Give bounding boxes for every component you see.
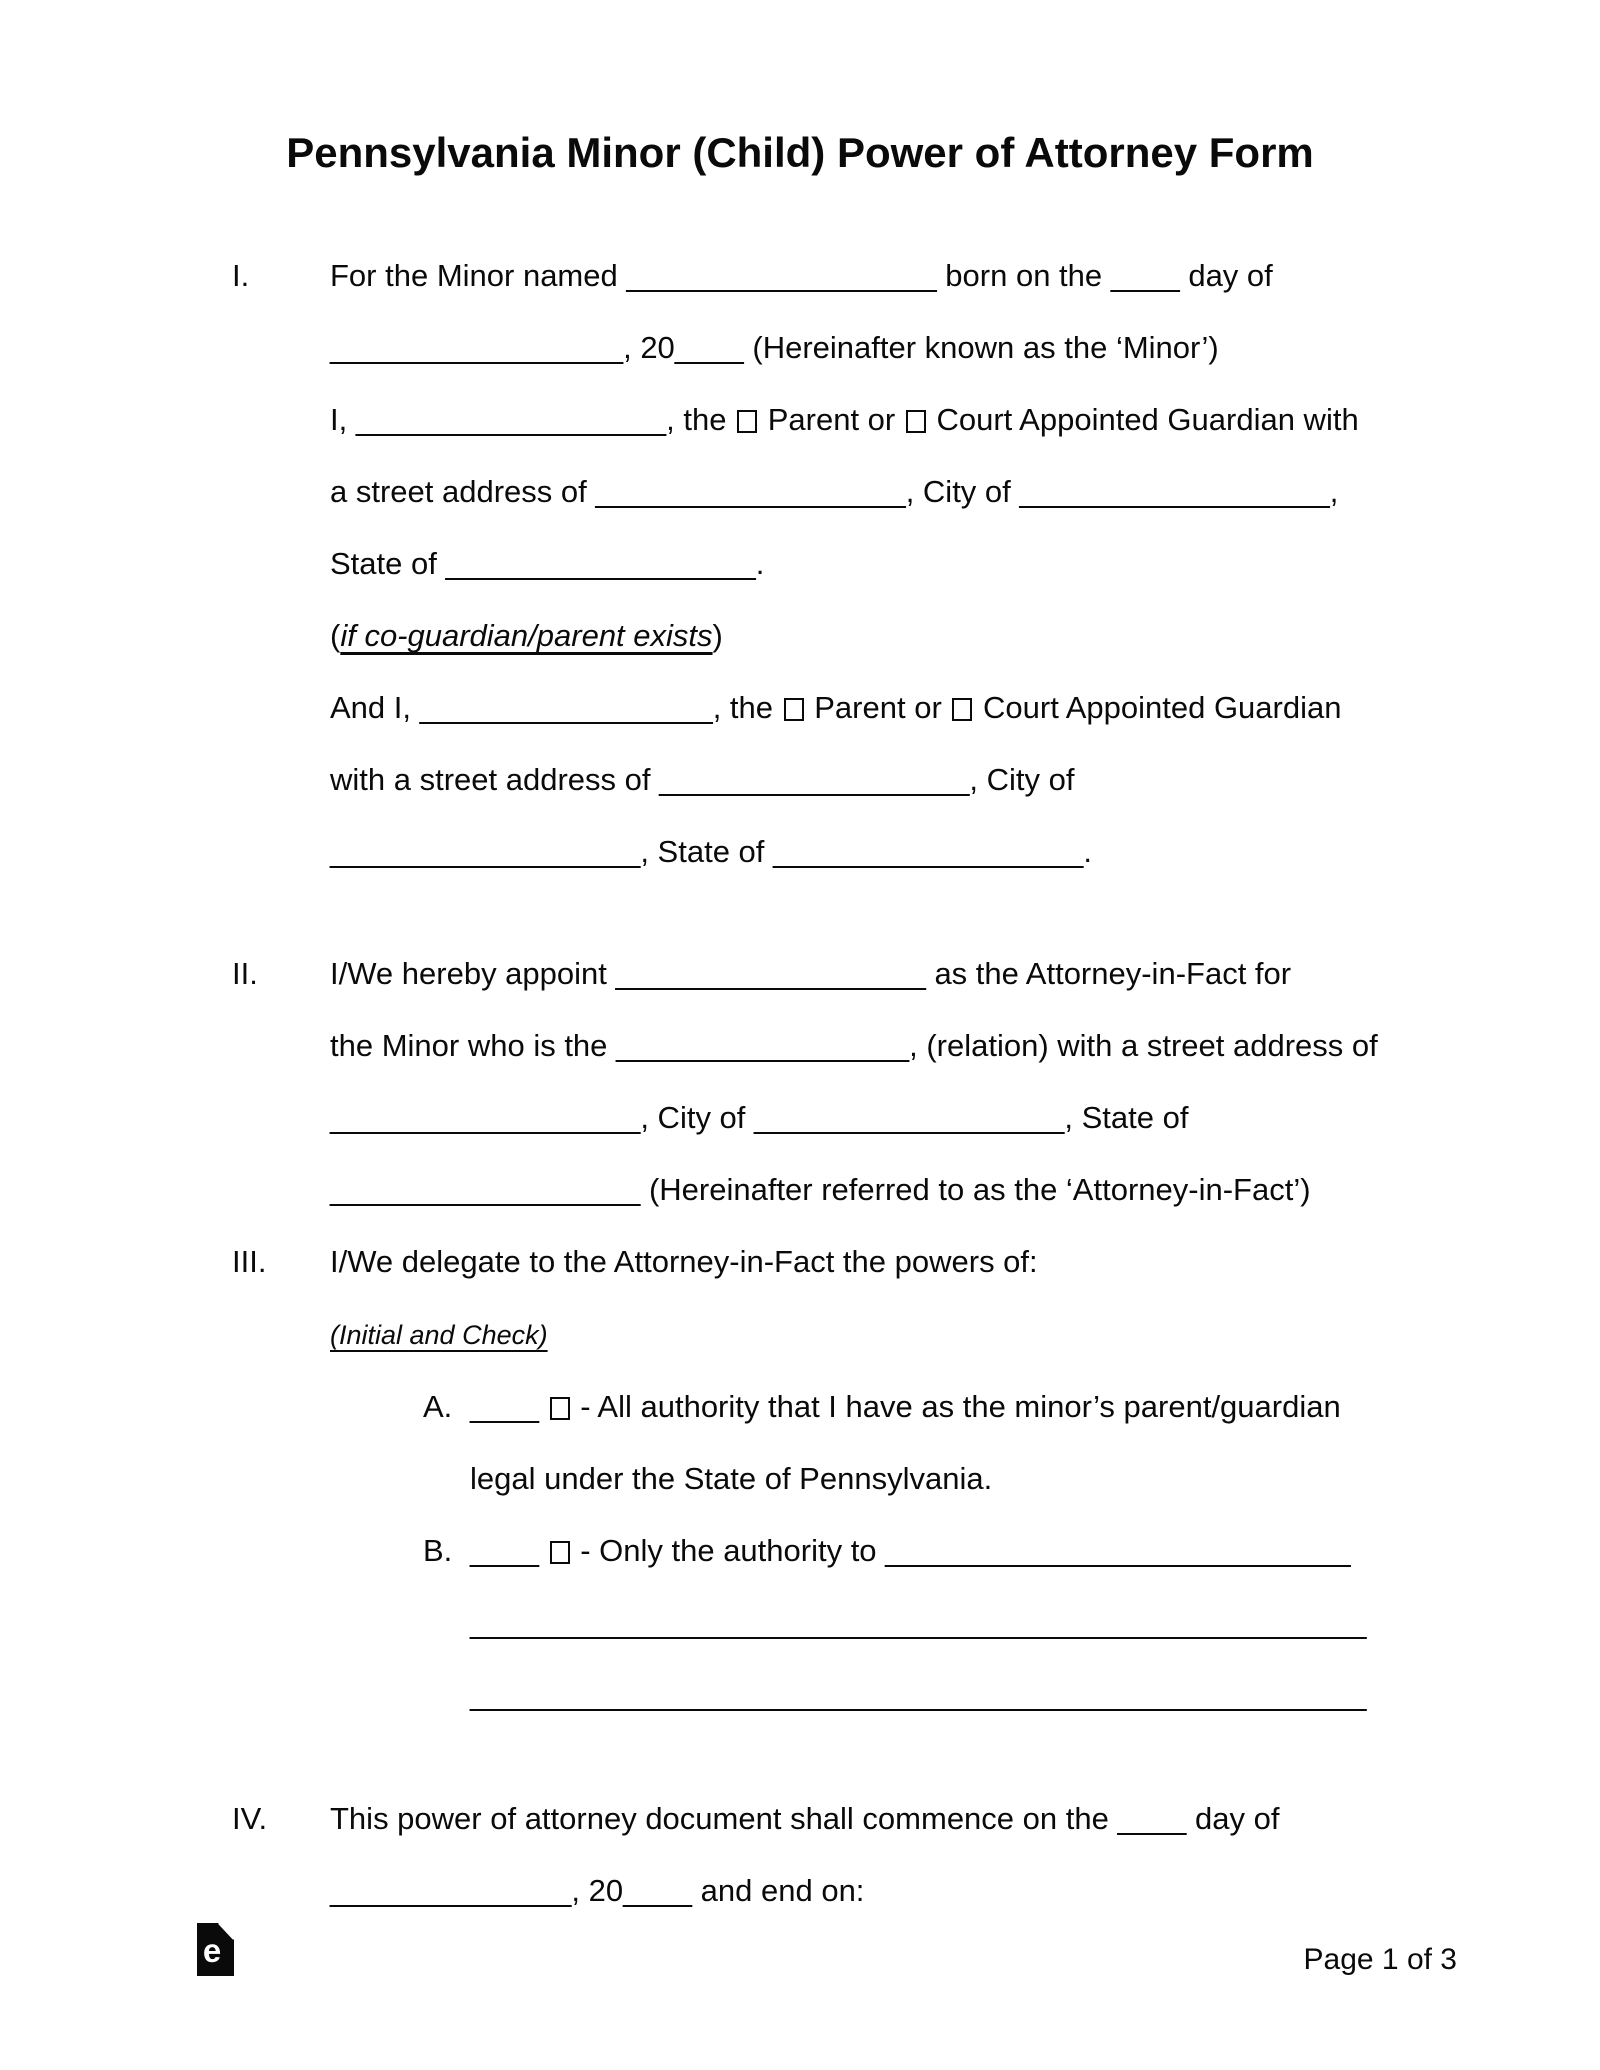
initial-check-label: (Initial and Check) [330, 1320, 548, 1350]
initial-check-note [330, 1298, 1370, 1371]
section-content [330, 938, 1378, 1226]
section-content [330, 240, 1370, 888]
subitem-marker: B. [423, 1533, 453, 1568]
checkbox[interactable] [952, 698, 972, 721]
logo-letter: e [202, 1932, 222, 1969]
section-marker: IV. [232, 1801, 268, 1836]
paren-open: ( [330, 618, 341, 653]
form-line: And I, _________________, the Parent or Court Appointed Guardian [330, 690, 1342, 725]
form-line: __________________, City of __________________, State of [330, 1100, 1189, 1135]
subitem-a [423, 1371, 1370, 1515]
form-line: a street address of __________________, City of __________________, [330, 474, 1339, 509]
form-line: For the Minor named __________________ born on the ____ day of [330, 258, 1273, 293]
subitem-marker: A. [423, 1389, 453, 1424]
form-line: __________________ (Hereinafter referred to as the ‘Attorney-in-Fact’) [330, 1172, 1311, 1207]
form-line: _________________, 20____ (Hereinafter known as the ‘Minor’) [330, 330, 1219, 365]
checkbox[interactable] [550, 1397, 570, 1420]
blank-rule-line: ____________________________________________________ [470, 1605, 1367, 1640]
section-content [330, 1226, 1370, 1731]
form-line: I, __________________, the Parent or Court Appointed Guardian with [330, 402, 1359, 437]
checkbox[interactable] [906, 410, 926, 433]
form-line: State of __________________. [330, 546, 765, 581]
subitem-content [470, 1371, 1370, 1515]
coguardian-note-line [330, 600, 1370, 672]
section-marker: II. [232, 956, 258, 991]
checkbox[interactable] [550, 1541, 570, 1564]
coguardian-note: if co-guardian/parent exists [340, 618, 713, 653]
blank-rule-line: ____________________________________________________ [470, 1677, 1367, 1712]
checkbox[interactable] [784, 698, 804, 721]
form-line: the Minor who is the _________________, (relation) with a street address of [330, 1028, 1378, 1063]
form-line: ____ - All authority that I have as the minor’s parent/guardian [470, 1389, 1341, 1424]
form-line: with a street address of __________________, City of [330, 762, 1075, 797]
section-marker: I. [232, 258, 250, 293]
form-line: ____ - Only the authority to ___________________________ [470, 1533, 1351, 1568]
form-line: legal under the State of Pennsylvania. [470, 1461, 993, 1496]
form-line: This power of attorney document shall commence on the ____ day of [330, 1801, 1280, 1836]
subitem-content [470, 1515, 1370, 1731]
section-iv [230, 1783, 1370, 1927]
page-title: Pennsylvania Minor (Child) Power of Attorney Form [286, 129, 1314, 176]
form-line: ______________, 20____ and end on: [330, 1873, 865, 1908]
subitem-b [423, 1515, 1370, 1731]
section-ii [230, 938, 1378, 1226]
paren-close: ) [712, 618, 723, 653]
form-line: __________________, State of __________________. [330, 834, 1092, 869]
section-i [230, 240, 1370, 888]
section-iii [230, 1226, 1370, 1731]
section-content [330, 1783, 1370, 1927]
eforms-logo-icon [197, 1923, 234, 1976]
checkbox[interactable] [737, 410, 757, 433]
form-line: I/We hereby appoint __________________ as the Attorney-in-Fact for [330, 956, 1292, 991]
section-marker: III. [232, 1244, 267, 1279]
form-line: I/We delegate to the Attorney-in-Fact the powers of: [330, 1244, 1038, 1279]
page-number: Page 1 of 3 [1303, 1943, 1457, 1976]
